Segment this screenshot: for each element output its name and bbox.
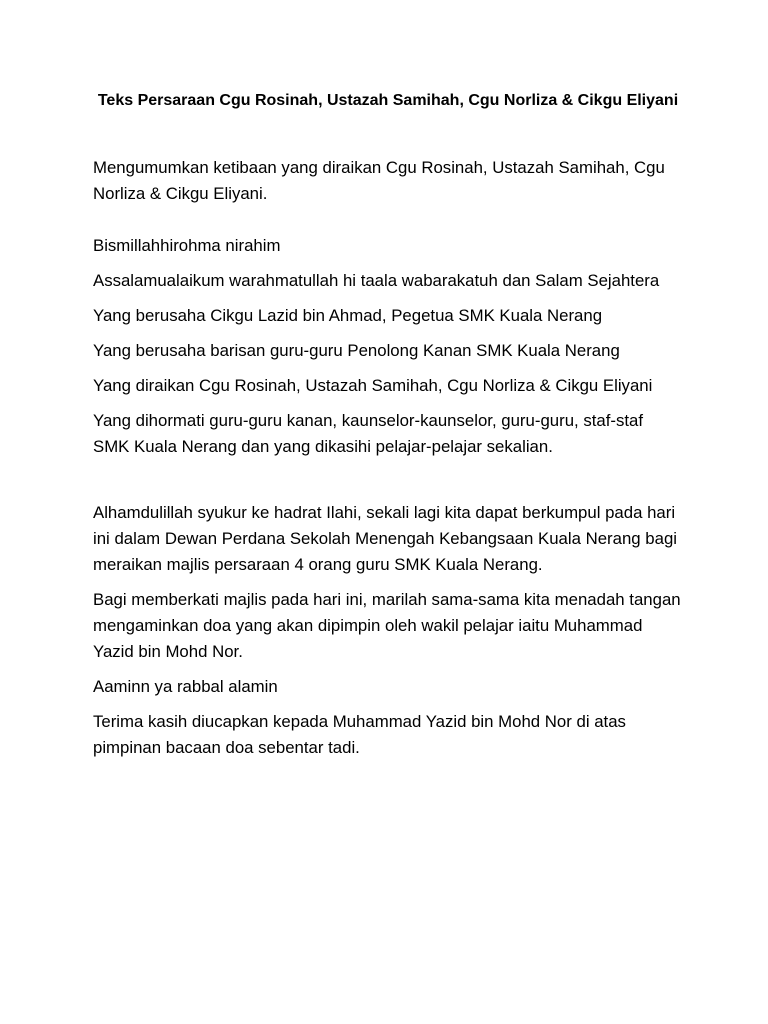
paragraph-doa-invitation: Bagi memberkati majlis pada hari ini, marilah sama-sama kita menadah tangan mengaminkan doa yang akan dipimpin oleh wakil pelajar iaitu Muhammad Yazid bin Mohd Nor. bbox=[93, 590, 681, 661]
paragraph-aamin: Aaminn ya rabbal alamin bbox=[93, 677, 278, 696]
paragraph-pengetua: Yang berusaha Cikgu Lazid bin Ahmad, Pegetua SMK Kuala Nerang bbox=[93, 306, 603, 325]
paragraph-salam: Assalamualaikum warahmatullah hi taala wabarakatuh dan Salam Sejahtera bbox=[93, 271, 660, 290]
paragraph-bismillah: Bismillahhirohma nirahim bbox=[93, 236, 281, 255]
paragraph-penolong-kanan: Yang berusaha barisan guru-guru Penolong Kanan SMK Kuala Nerang bbox=[93, 341, 620, 360]
paragraph-announcement: Mengumumkan ketibaan yang diraikan Cgu Rosinah, Ustazah Samihah, Cgu Norliza & Cikgu Eliyani. bbox=[93, 158, 665, 203]
paragraph-terima-kasih: Terima kasih diucapkan kepada Muhammad Yazid bin Mohd Nor di atas pimpinan bacaan doa sebentar tadi. bbox=[93, 712, 626, 757]
paragraph-dihormati: Yang dihormati guru-guru kanan, kaunselor-kaunselor, guru-guru, staf-staf SMK Kuala Nerang dan yang dikasihi pelajar-pelajar sekalian. bbox=[93, 411, 644, 456]
paragraph-alhamdulillah: Alhamdulillah syukur ke hadrat Ilahi, sekali lagi kita dapat berkumpul pada hari ini dalam Dewan Perdana Sekolah Menengah Kebangsaan Kuala Nerang bagi meraikan majlis persaraan 4 orang guru SMK Kuala Nerang. bbox=[93, 503, 678, 574]
paragraph-diraikan: Yang diraikan Cgu Rosinah, Ustazah Samihah, Cgu Norliza & Cikgu Eliyani bbox=[93, 376, 653, 395]
document-body bbox=[93, 88, 683, 770]
document-title: Teks Persaraan Cgu Rosinah, Ustazah Samihah, Cgu Norliza & Cikgu Eliyani bbox=[97, 92, 679, 109]
